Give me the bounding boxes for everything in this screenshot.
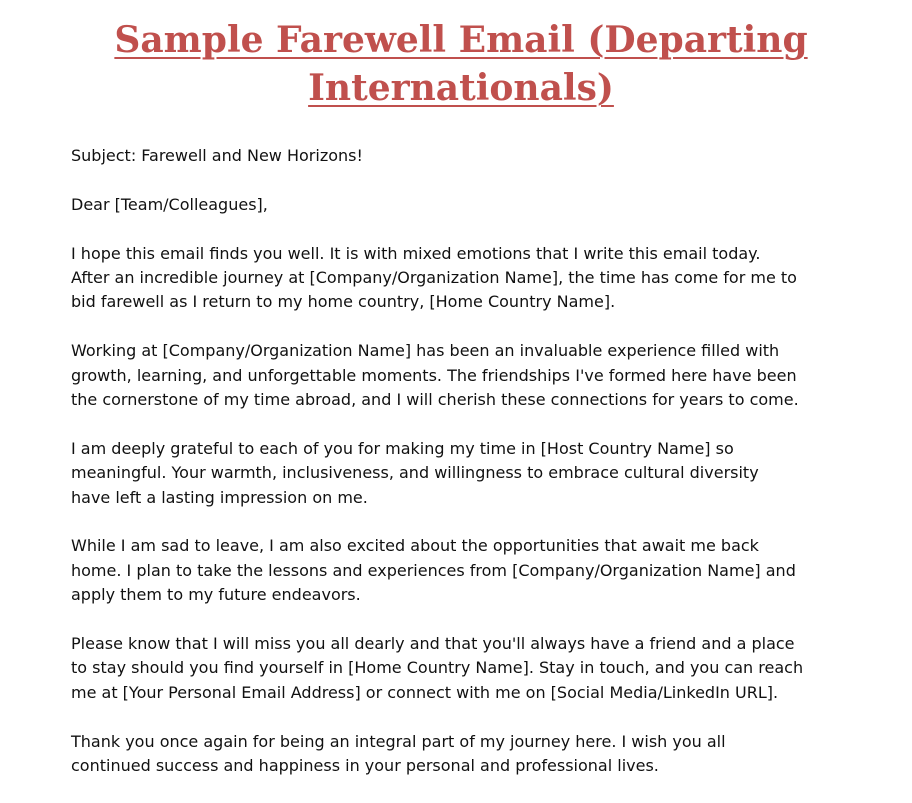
paragraph-line: Working at [Company/Organization Name] has been an invaluable experience filled with xyxy=(71,341,780,361)
paragraph-6 xyxy=(71,730,871,779)
paragraph-line: to stay should you find yourself in [Home Country Name]. Stay in touch, and you can reach xyxy=(71,658,804,678)
paragraph-line: I am deeply grateful to each of you for making my time in [Host Country Name] so xyxy=(71,438,734,458)
greeting-line: Dear [Team/Colleagues], xyxy=(71,194,268,214)
paragraph-line: After an incredible journey at [Company/Organization Name], the time has come for me to xyxy=(71,268,797,287)
paragraph-line: home. I plan to take the lessons and experiences from [Company/Organization Name] and xyxy=(71,560,796,580)
email-subject xyxy=(71,144,871,168)
paragraph-line: growth, learning, and unforgettable moments. The friendships I've formed here have been xyxy=(71,365,797,385)
email-body xyxy=(71,144,871,803)
paragraph-line: I hope this email finds you well. It is with mixed emotions that I write this email today. xyxy=(71,243,761,263)
paragraph-5 xyxy=(71,632,871,705)
paragraph-line: continued success and happiness in your personal and professional lives. xyxy=(71,756,659,776)
paragraph-line: Please know that I will miss you all dearly and that you'll always have a friend and a place xyxy=(71,634,795,654)
paragraph-line: the cornerstone of my time abroad, and I will cherish these connections for years to come. xyxy=(71,390,799,410)
title-line-2: Internationals) xyxy=(308,67,614,109)
paragraph-4 xyxy=(71,534,871,607)
paragraph-2 xyxy=(71,339,871,412)
paragraph-line: apply them to my future endeavors. xyxy=(71,585,361,605)
paragraph-line: have left a lasting impression on me. xyxy=(71,487,368,507)
paragraph-1 xyxy=(71,242,871,315)
paragraph-3 xyxy=(71,437,871,510)
subject-line: Subject: Farewell and New Horizons! xyxy=(71,146,363,165)
title-line-1: Sample Farewell Email (Departing xyxy=(114,19,808,61)
paragraph-line: me at [Your Personal Email Address] or connect with me on [Social Media/LinkedIn URL]. xyxy=(71,682,779,702)
paragraph-line: While I am sad to leave, I am also excited about the opportunities that await me back xyxy=(71,536,759,556)
paragraph-line: meaningful. Your warmth, inclusiveness, and willingness to embrace cultural diversity xyxy=(71,463,759,483)
paragraph-line: Thank you once again for being an integral part of my journey here. I wish you all xyxy=(71,731,726,751)
paragraph-line: bid farewell as I return to my home country, [Home Country Name]. xyxy=(71,292,616,312)
email-greeting xyxy=(71,193,871,217)
document-title xyxy=(60,16,862,112)
